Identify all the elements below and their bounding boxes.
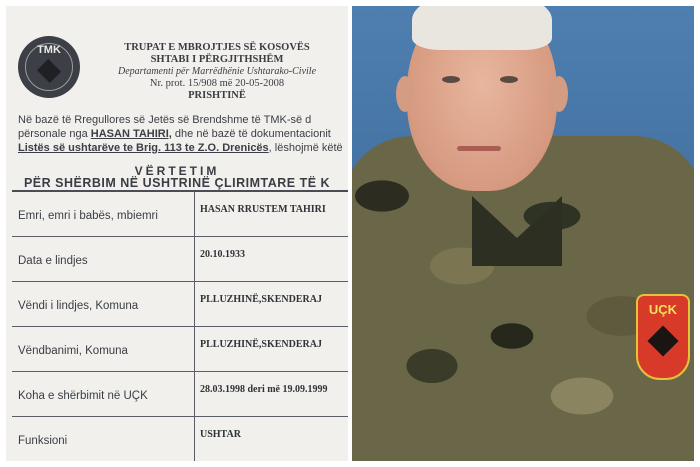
row-label: Vëndi i lindjes, Komuna — [18, 300, 139, 312]
header-line-1: TRUPAT E MBROJTJES SË KOSOVËS — [124, 42, 310, 53]
intro-name: HASAN TAHIRI, — [90, 128, 172, 140]
row-value: PLLUZHINË,SKENDERAJ — [200, 294, 322, 305]
left-ear — [396, 76, 414, 112]
header-line-5: PRISHTINË — [188, 90, 246, 101]
row-value: USHTAR — [200, 429, 241, 440]
mouth — [457, 146, 501, 151]
table-row — [12, 327, 348, 372]
intro-list-reference: Listës së ushtarëve te Brig. 113 te Z.O. Drenicës — [18, 142, 269, 154]
table-row — [12, 417, 348, 461]
intro-line-2-pre: përsonale nga — [18, 128, 91, 140]
row-value: PLLUZHINË,SKENDERAJ — [200, 339, 322, 350]
certificate-title: VËRTETIM — [134, 164, 220, 178]
intro-line-2 — [18, 128, 331, 140]
portrait-photo — [352, 6, 694, 461]
certificate-subtitle: PËR SHËRBIM NË USHTRINË ÇLIRIMTARE TË K — [23, 176, 331, 190]
right-eye — [500, 76, 518, 83]
row-value: 20.10.1933 — [200, 249, 245, 260]
intro-line-3-post: , lëshojmë këtë — [268, 142, 343, 154]
eagle-icon — [647, 325, 678, 356]
table-row — [12, 282, 348, 327]
service-certificate-document — [6, 6, 348, 461]
intro-line-3 — [18, 142, 343, 154]
intro-line-2-post: dhe në bazë të dokumentacionit — [171, 128, 331, 140]
header-line-3: Departamenti për Marrëdhënie Ushtarako-Civile — [117, 66, 317, 77]
intro-line-1: Në bazë të Rregullores së Jetës së Brendshme të TMK-së d — [18, 114, 312, 126]
header-line-2: SHTABI I PËRGJITHSHËM — [150, 54, 284, 65]
row-value: HASAN RRUSTEM TAHIRI — [200, 204, 326, 215]
logo-text: TMK — [37, 44, 61, 56]
patch-text: UÇK — [648, 302, 678, 317]
row-value: 28.03.1998 deri më 19.09.1999 — [200, 384, 328, 395]
hair — [412, 6, 552, 50]
header-line-4: Nr. prot. 15/908 më 20-05-2008 — [149, 78, 285, 89]
table-row — [12, 192, 348, 237]
row-label: Data e lindjes — [18, 255, 88, 267]
row-label: Funksioni — [18, 435, 68, 447]
row-label: Koha e shërbimit në UÇK — [18, 390, 148, 402]
table-row — [12, 372, 348, 417]
row-label: Vëndbanimi, Komuna — [18, 345, 128, 357]
right-ear — [550, 76, 568, 112]
uck-shoulder-patch — [636, 294, 690, 380]
row-label: Emri, emri i babës, mbiemri — [18, 210, 158, 222]
table-row — [12, 237, 348, 282]
left-eye — [442, 76, 460, 83]
details-table — [12, 190, 348, 461]
tmk-logo — [18, 36, 80, 98]
